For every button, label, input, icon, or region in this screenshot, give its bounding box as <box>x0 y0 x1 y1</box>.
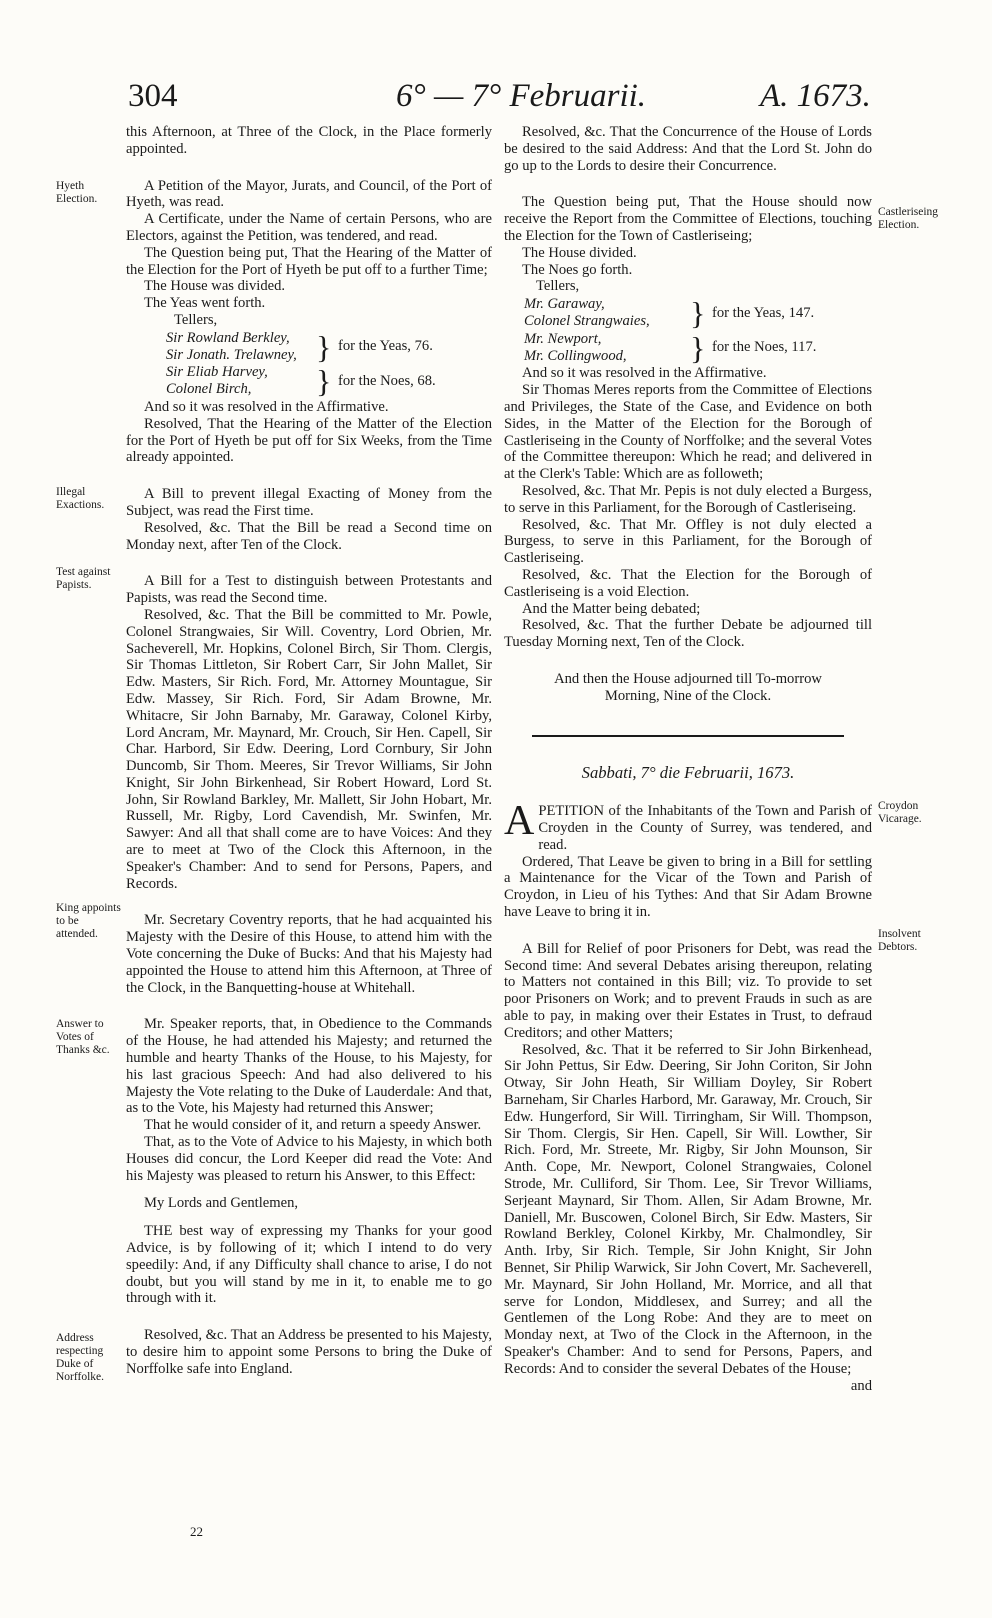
paragraph: The House divided. <box>522 244 637 261</box>
signature-mark: 22 <box>190 1524 203 1539</box>
margin-note-address: Address respecting Duke of Norffolke. <box>56 1332 105 1383</box>
margin-note-insolvent: Insolvent Debtors. <box>878 928 921 953</box>
paragraph <box>504 798 872 853</box>
page-number: 304 <box>128 78 178 114</box>
paragraph: Resolved, &c. That Mr. Pepis is not duly elected a Burgess, to serve in this Parliament, for the Borough of Castleriseing. <box>504 482 872 516</box>
paragraph: this Afternoon, at Three of the Clock, in the Place formerly appointed. <box>126 124 492 157</box>
paragraph: And the Matter being debated; <box>522 600 701 617</box>
section-divider <box>532 735 844 737</box>
brace-icon: } <box>690 329 706 366</box>
brace-icon: } <box>316 328 332 365</box>
tellers-noes <box>126 364 492 398</box>
paragraph: Resolved, &c. That Mr. Offley is not duly elected a Burgess, to serve in this Parliament, for the Borough of Castleriseing. <box>504 516 872 567</box>
teller-name: Sir Eliab Harvey, <box>166 364 268 381</box>
paragraph: Resolved, &c. That the Concurrence of the House of Lords be desired to the said Address: And that the Lord St. John do go up to the Lords to desire their Concurrence. <box>504 124 872 174</box>
header-dates: 6° — 7° Februarii. <box>396 78 647 114</box>
teller-name: Mr. Newport, <box>524 330 602 347</box>
margin-note-castleriseing: Castleriseing Election. <box>878 206 939 231</box>
paragraph: Mr. Secretary Coventry reports, that he had acquainted his Majesty with the Desire of this House, to attend him with the Vote concerning the Duke of Bucks: And that his Majesty had appointed the House to attend him this Afternoon, at Three of the Clock, in the Banquetting-house at Whitehall. <box>126 912 492 996</box>
paragraph: THE best way of expressing my Thanks for your good Advice, is by following of it; which I intend to do very speedily: And, if any Difficulty shall chance to arise, I do not doubt, but you will stand by me in it, to enable me to go through with it. <box>126 1223 492 1307</box>
catchword: and <box>850 1377 872 1394</box>
adjournment-notice: And then the House adjourned till To-morrow Morning, Nine of the Clock. <box>554 670 822 704</box>
paragraph: Resolved, &c. That the Election for the Borough of Castleriseing is a void Election. <box>504 566 872 600</box>
dropcap: A <box>504 798 535 845</box>
teller-name: Colonel Birch, <box>166 381 252 398</box>
paragraph: Resolved, &c. That an Address be presented to his Majesty, to desire him to appoint some Persons to bring the Duke of Norffolke safe into England. <box>126 1327 492 1377</box>
paragraph: The Question being put, That the Hearing of the Matter of the Election for the Port of Hyeth be put off to a further Time; <box>126 244 492 278</box>
paragraph: The Yeas went forth. <box>144 295 266 312</box>
teller-name: Mr. Garaway, <box>524 296 605 313</box>
vote-count: for the Noes, 117. <box>712 339 817 356</box>
day-heading: Sabbati, 7° die Februarii, 1673. <box>581 762 795 782</box>
paragraph: Resolved, That the Hearing of the Matter of the Election for the Port of Hyeth be put off for Six Weeks, from the Time already appointed. <box>126 415 492 466</box>
paragraph: A Bill to prevent illegal Exacting of Money from the Subject, was read the First time. <box>126 486 492 519</box>
margin-note-king: King appoints to be attended. <box>56 902 121 940</box>
vote-count: for the Yeas, 147. <box>712 304 815 321</box>
teller-name: Sir Jonath. Trelawney, <box>166 346 297 363</box>
paragraph: That he would consider of it, and return a speedy Answer. <box>144 1117 482 1134</box>
right-column <box>504 124 872 1394</box>
paragraph: That, as to the Vote of Advice to his Majesty, in which both Houses did concur, the Lord Keeper did read the Vote: And his Majesty was pleased to return his Answer, to this Effect: <box>126 1134 492 1184</box>
paragraph: And so it was resolved in the Affirmative. <box>522 365 767 382</box>
paragraph: Resolved, &c. That it be referred to Sir John Birkenhead, Sir John Pettus, Sir Edw. Deering, Sir John Coriton, Sir John Otway, Sir John Heath, Sir William Doyley, Sir Robert Barneham, Sir Charles Harbord, Mr. Garaway, Mr. Crouch, Sir Edw. Hungerford, Sir Will. Tirringham, Sir Will. Thompson, Sir Thom. Clergis, Sir Hen. Capell, Sir Will. Lowther, Sir Rich. Ford, Mr. Streete, Mr. Rigby, Sir John Mounson, Sir Anth. Cope, Mr. Newport, Colonel Strangwaies, Colonel Strode, Mr. Culliford, Sir Thom. Lee, Sir Trevor Williams, Serjeant Maynard, Sir Thom. Allen, Sir Adam Browne, Mr. Daniell, Mr. Buscowen, Colonel Birch, Sir Edw. Masters, Sir Rowland Berkley, Colonel Kirkby, Mr. Chalmondley, Sir Anth. Irby, Sir Rich. Temple, Sir John Knight, Sir John Bennet, Sir Philip Warwick, Sir John Covert, Mr. Sacheverell, Mr. Maynard, Sir John Holland, Mr. Morrice, and all that serve for London, Middlesex, and Surrey; and all the Gentlemen of the Long Robe: And they are to meet on Monday next, at Two of the Clock in the Afternoon, in the Speaker's Chamber: And to send for Persons, Papers, and Records: And to consider the several Debates of the House; <box>504 1041 872 1377</box>
left-column <box>126 124 492 1378</box>
paragraph: Resolved, &c. That the Bill be committed to Mr. Powle, Colonel Strangwaies, Sir Will. Coventry, Lord Obrien, Mr. Sacheverell, Mr. Hopkins, Colonel Birch, Sir Thom. Clergis, Sir Thomas Littleton, Sir Robert Carr, Sir John Mallet, Sir Edw. Masters, Sir Rich. Ford, Mr. Attorney Mountague, Sir Edw. Massey, Sir Rich. Ford, Sir Adam Browne, Mr. Whitacre, Sir John Barnaby, Mr. Garaway, Colonel Kirby, Lord Ancram, Mr. Maynard, Mr. Crouch, Sir Hen. Capell, Sir Char. Harbord, Sir Edw. Deering, Lord Cornbury, Sir John Duncomb, Sir Thom. Meeres, Sir Trevor Williams, Sir John Knight, Sir John Birkenhead, Sir Robert Howard, Lord St. John, Sir Rowland Barkley, Mr. Mallett, Sir John Hobart, Mr. Russell, Mr. Rigby, Lord Cavendish, Mr. Swinfen, Mr. Sawyer: And all that shall come are to have Voices: And they are to meet at Two of the Clock this Afternoon, in the Speaker's Chamber: And to send for Persons, Papers, and Records. <box>126 606 492 892</box>
paragraph: The Question being put, That the House should now receive the Report from the Committee of Elections, touching the Election for the Town of Castleriseing; <box>504 194 872 244</box>
tellers-label: Tellers, <box>174 311 218 328</box>
teller-name: Colonel Strangwaies, <box>524 312 650 329</box>
paragraph: A Certificate, under the Name of certain Persons, who are Electors, against the Petition, was tendered, and read. <box>126 211 492 244</box>
teller-name: Mr. Collingwood, <box>524 347 627 364</box>
brace-icon: } <box>690 294 706 331</box>
paragraph: The Noes go forth. <box>522 261 633 278</box>
page-header <box>0 78 992 122</box>
paragraph: A Bill for a Test to distinguish between Protestants and Papists, was read the Second time. <box>126 573 492 607</box>
brace-icon: } <box>316 363 332 400</box>
paragraph: Resolved, &c. That the further Debate be adjourned till Tuesday Morning next, Ten of the Clock. <box>504 617 872 651</box>
tellers-yeas <box>504 296 872 330</box>
header-year: A. 1673. <box>760 78 871 114</box>
paragraph: Resolved, &c. That the Bill be read a Second time on Monday next, after Ten of the Clock. <box>126 519 492 553</box>
tellers-yeas <box>126 330 492 364</box>
vote-count: for the Yeas, 76. <box>338 338 433 355</box>
vote-count: for the Noes, 68. <box>338 372 436 389</box>
margin-note-croydon: Croydon Vicarage. <box>878 800 922 825</box>
teller-name: Sir Rowland Berkley, <box>166 329 290 346</box>
paragraph: A Bill for Relief of poor Prisoners for Debt, was read the Second time: And several Debates arising thereupon, relating to Matters not contained in this Bill; viz. To provide to set poor Prisoners on Work; and to prevent Frauds in such as are able to pay, in making over their Estates in Trust, to defraud Creditors; and other Matters; <box>504 940 872 1041</box>
paragraph: A Petition of the Mayor, Jurats, and Council, of the Port of Hyeth, was read. <box>126 177 492 211</box>
salutation: My Lords and Gentlemen, <box>144 1195 299 1212</box>
tellers-label: Tellers, <box>536 278 580 295</box>
paragraph: And so it was resolved in the Affirmative. <box>144 398 389 415</box>
margin-note-test: Test against Papists. <box>56 566 111 591</box>
paragraph-text: PETITION of the Inhabitants of the Town and Parish of Croyden in the County of Surrey, was tendered, and read. <box>538 803 872 853</box>
paragraph: Ordered, That Leave be given to bring in a Bill for settling a Maintenance for the Vicar of the Town and Parish of Croydon, in Lieu of his Tythes: And that Sir Adam Browne have Leave to bring it in. <box>504 853 872 921</box>
margin-note-hyeth: Hyeth Election. <box>56 180 98 205</box>
paragraph: Sir Thomas Meres reports from the Committee of Elections and Privileges, the State of the Case, and Evidence on both Sides, in the Matter of the Election for the Borough of Castleriseing in the County of Norffolke; and the several Votes of the Committee thereupon: Which he read; and delivered in at the Clerk's Table: Which are as followeth; <box>504 382 872 483</box>
margin-note-answer: Answer to Votes of Thanks &c. <box>56 1018 110 1056</box>
tellers-noes <box>504 331 872 365</box>
paragraph: Mr. Speaker reports, that, in Obedience to the Commands of the House, he had attended his Majesty; and returned the humble and hearty Thanks of the House, to his Majesty, for his last gracious Speech: And had also delivered to his Majesty the Vote relating to the Duke of Lauderdale: And that, as to the Vote, his Majesty had returned this Answer; <box>126 1016 492 1117</box>
margin-note-illegal: Illegal Exactions. <box>56 486 105 511</box>
paragraph: The House was divided. <box>144 278 286 295</box>
